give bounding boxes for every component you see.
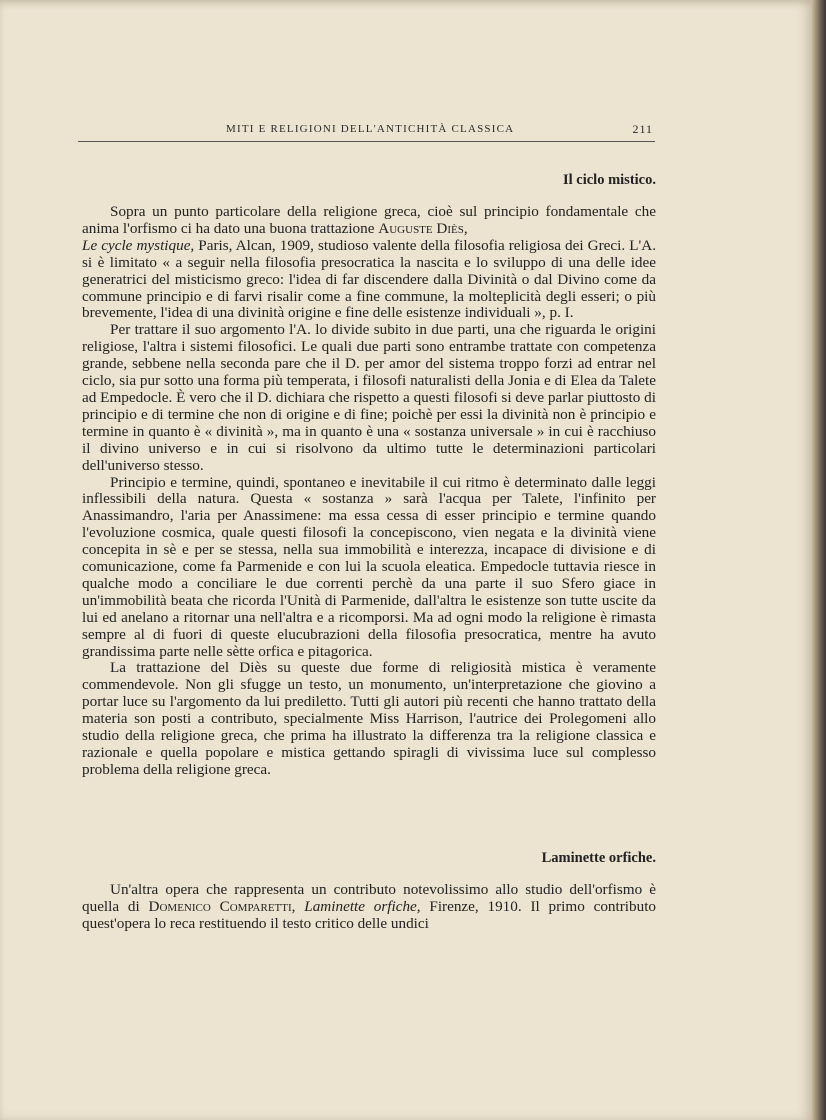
section-body-laminette-orfiche	[82, 882, 656, 933]
paragraph-text: Un'altra opera che rappresenta un contributo notevolissimo allo studio dell'orfismo è quella di	[82, 881, 656, 915]
author-name: Auguste Diès,	[378, 219, 468, 237]
work-title: Laminette orfiche,	[304, 897, 421, 915]
section-heading-laminette-orfiche: Laminette orfiche.	[541, 850, 656, 866]
running-header	[78, 119, 655, 142]
paragraph-text: Paris, Alcan, 1909, studioso valente della filosofia religiosa dei Greci. L'A. si è limitato « a seguir nella filosofia presocratica la nascita e lo sviluppo di una delle idee generatrici del misticismo greco: l'idea di far discendere dalla Divinità o dal Divino come da commune principio e di farvi risalir come a fine commune, la molteplicità degli esseri; o più brevemente, l'idea di una divinità origine e fine delle esistenze individuali », p. I.	[82, 236, 656, 322]
paragraph: Per trattare il suo argomento l'A. lo divide subito in due parti, una che riguarda le origini religiose, l'altra i sistemi filosofici. Le quali due parti sono entrambe trattate con competenza grande, sebbene nella seconda pare che il D. per amor del sistema troppo forzi ad entrar nel ciclo, sia pur sotto una forma più temperata, i filosofi naturalisti della Jonia e di Elea da Talete ad Empedocle. È vero che il D. dichiara che rispetto a questi filosofi si deve parlar piuttosto di principio e di termine che non di origine e di fine; poichè per essi la divinità non è principio e termine in quanto è « divinità », ma in quanto è una « sostanza universale » in cui è racchiuso il divino universo e in cui si risolvono da ultimo tutte le determinazioni particolari dell'universo stesso.	[82, 321, 656, 474]
running-title: MITI E RELIGIONI DELL'ANTICHITÀ CLASSICA	[226, 123, 515, 135]
work-title: Le cycle mystique,	[82, 236, 195, 254]
paragraph	[82, 204, 656, 322]
page-number: 211	[632, 122, 653, 136]
author-name: Domenico Comparetti,	[148, 897, 296, 915]
book-page-edge	[812, 0, 826, 1120]
paragraph-text: Sopra un punto particolare della religione greca, cioè sul principio fondamentale che anima l'orfismo ci ha dato una buona trattazione	[82, 203, 656, 237]
paragraph-text: Firenze, 1910. Il primo contributo quest'opera lo reca restituendo il testo critico delle undici	[82, 897, 657, 932]
section-body-ciclo-mistico	[82, 204, 656, 779]
paragraph	[82, 882, 656, 933]
paragraph: Principio e termine, quindi, spontaneo e inevitabile il cui ritmo è determinato dalle leggi inflessibili della natura. Questa « sostanza » sarà l'acqua per Talete, l'infinito per Anassimandro, l'aria per Anassimene: ma essa cessa di esser principio e termine quando l'evoluzione cosmica, quale questi filosofi la concepiscono, vien negata e la divinità viene concepita in sè e per se stessa, nella sua immobilità e interezza, incapace di divisione e di comunicazione, come fa Parmenide e con lui la scuola eleatica. Empedocle tuttavia riesce in qualche modo a conciliare le due correnti perchè da una parte il suo Sfero giace in un'immobilità beata che ricorda l'Unità di Parmenide, dall'altra le esistenze son tutte uscite da lui ed anelano a ritornar una nell'altra e a ricomporsi. Ma ad ogni modo la religione è rimasta sempre al di fuori di queste elucubrazioni della filosofia presocratica, mentre ha avuto grandissima parte nelle sètte orfica e pitagorica.	[82, 473, 656, 660]
paragraph: La trattazione del Diès su queste due forme di religiosità mistica è veramente commendevole. Non gli sfugge un testo, un monumento, un'interpretazione che giovino a portar luce su l'argomento da lui prediletto. Tutti gli autori più recenti che hanno trattato della materia son posti a contributo, specialmente Miss Harrison, l'autrice dei Prolegomeni allo studio della religione greca, che prima ha illustrato la differenza tra la religione classica e razionale e quella popolare e mistica gettando spiragli di vivissima luce sul complesso problema della religione greca.	[82, 659, 656, 778]
section-heading-ciclo-mistico: Il ciclo mistico.	[562, 172, 656, 188]
